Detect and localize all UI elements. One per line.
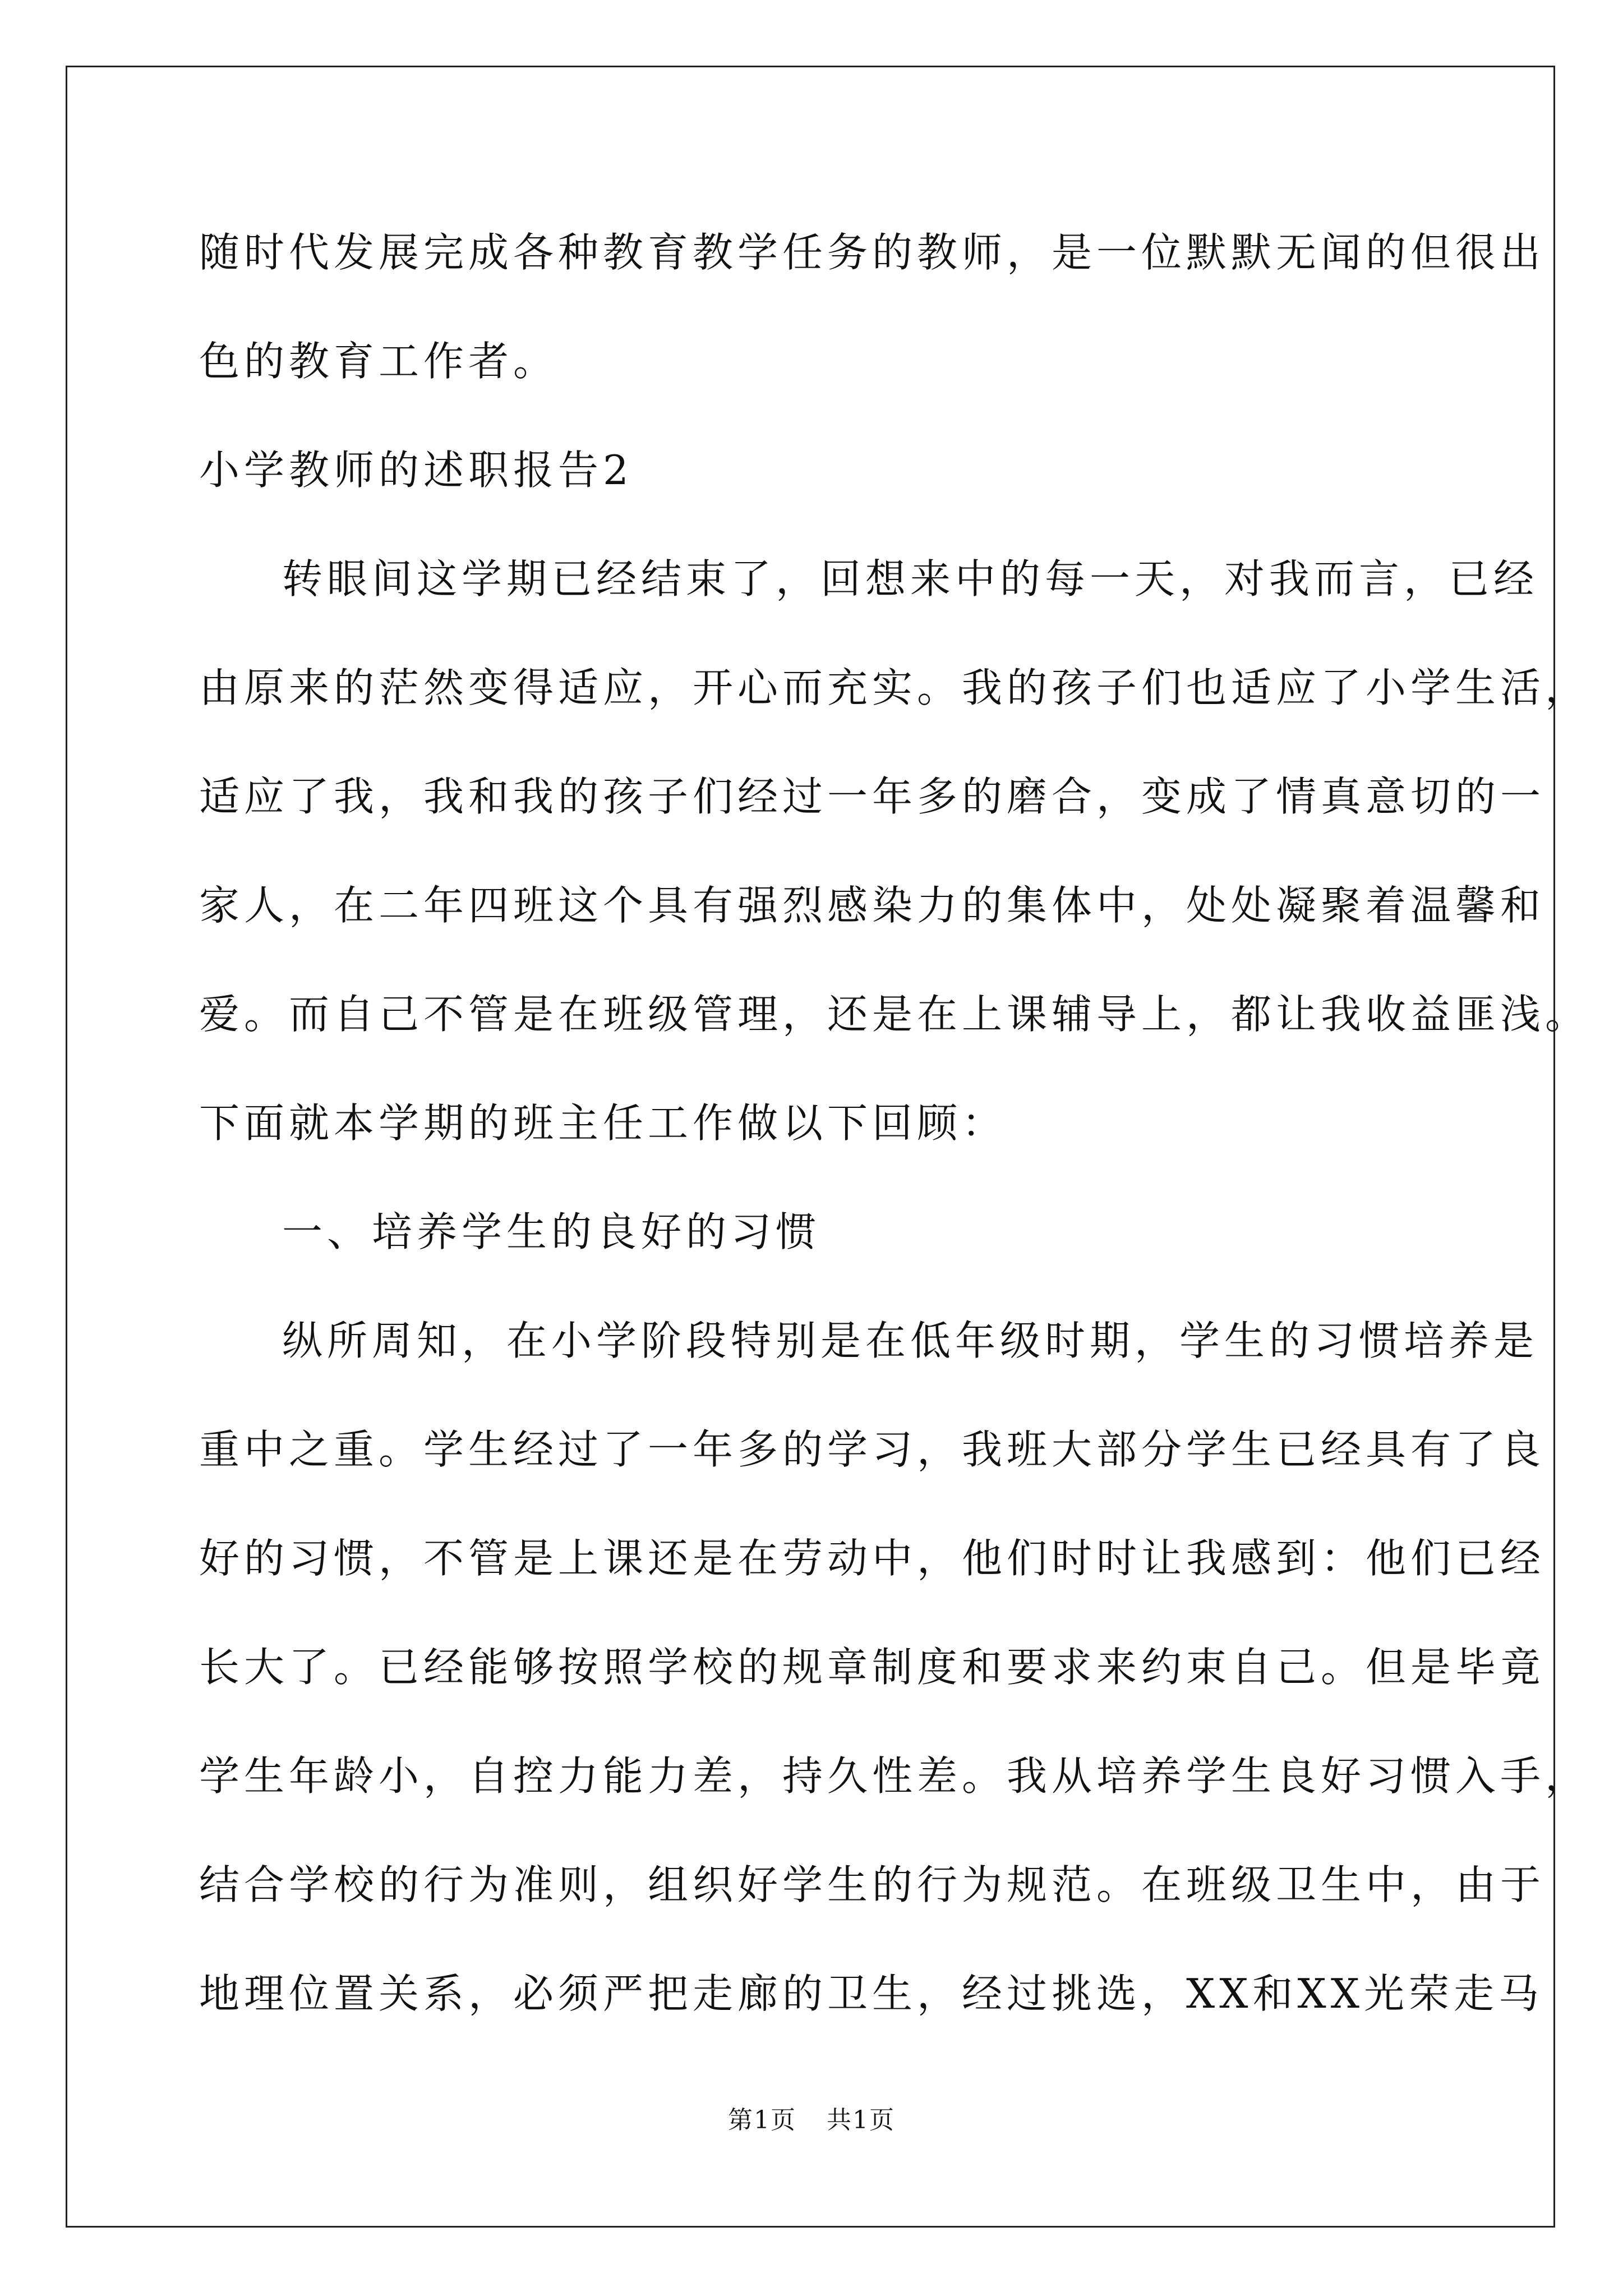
text-line: 纵所周知，在小学阶段特别是在低年级时期，学生的习惯培养是 [282,1317,1539,1364]
page-total: 共1页 [827,2106,895,2134]
page-footer [0,2104,1623,2137]
text-line: 好的习惯，不管是上课还是在劳动中，他们时时让我感到：他们已经 [199,1535,1546,1582]
text-line: 下面就本学期的班主任工作做以下回顾： [199,1099,1007,1147]
text-line: 由原来的茫然变得适应，开心而充实。我的孩子们也适应了小学生活， [199,664,1590,711]
text-line: 学生年龄小，自控力能力差，持久性差。我从培养学生良好习惯入手， [199,1752,1590,1800]
text-line: 随时代发展完成各种教育教学任务的教师，是一位默默无闻的但很出 [199,229,1546,276]
page-number: 第1页 [728,2106,796,2134]
text-line: 转眼间这学期已经结束了，回想来中的每一天，对我而言，已经 [282,555,1539,602]
text-line: 重中之重。学生经过了一年多的学习，我班大部分学生已经具有了良 [199,1426,1546,1473]
text-line: 色的教育工作者。 [199,338,559,385]
text-line: 地理位置关系，必须严把走廊的卫生，经过挑选，XX和XX光荣走马 [199,1970,1544,2017]
text-line: 家人，在二年四班这个具有强烈感染力的集体中，处处凝聚着温馨和 [199,882,1546,929]
text-line: 爱。而自己不管是在班级管理，还是在上课辅导上，都让我收益匪浅。 [199,991,1590,1038]
text-line: 长大了。已经能够按照学校的规章制度和要求来约束自己。但是毕竟 [199,1644,1546,1691]
section-heading: 小学教师的述职报告2 [199,447,633,494]
document-body [199,220,1590,2070]
text-line: 结合学校的行为准则，组织好学生的行为规范。在班级卫生中，由于 [199,1861,1546,1908]
text-line: 适应了我，我和我的孩子们经过一年多的磨合，变成了情真意切的一 [199,773,1546,820]
subsection-heading: 一、培养学生的良好的习惯 [282,1208,821,1255]
